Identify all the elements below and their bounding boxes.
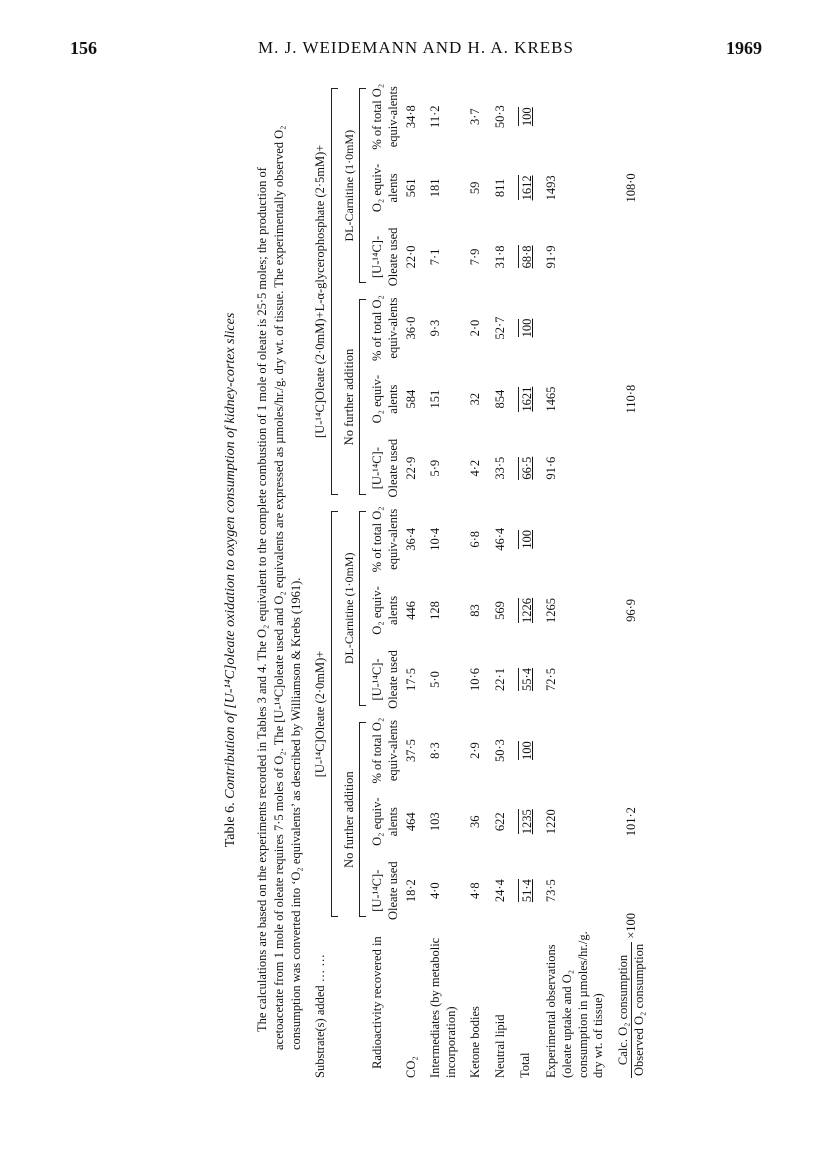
col-o2eq: O₂ equiv-alents bbox=[370, 163, 400, 213]
col-pct: % of total O₂ equiv-alents bbox=[370, 506, 400, 573]
cell: 103 bbox=[428, 812, 443, 832]
journal-year: 1969 bbox=[726, 38, 762, 58]
row-header: Radioactivity recovered in bbox=[370, 936, 385, 1069]
cell: 37·5 bbox=[403, 739, 418, 763]
cell: 6·8 bbox=[468, 530, 483, 548]
cell: 101·2 bbox=[624, 807, 639, 837]
cell: 561 bbox=[403, 178, 418, 198]
cell: 22·0 bbox=[403, 245, 418, 269]
page-header bbox=[70, 38, 762, 62]
cell: 91·9 bbox=[544, 245, 559, 269]
cell: 96·9 bbox=[624, 599, 639, 622]
cell: 22·9 bbox=[403, 456, 418, 480]
table-row bbox=[460, 80, 485, 1080]
col-pct: % of total O₂ equiv-alents bbox=[370, 83, 400, 150]
cell: 2·9 bbox=[468, 742, 483, 759]
cell: 110·8 bbox=[624, 384, 639, 414]
row-label: Total bbox=[517, 1052, 532, 1078]
cell: 1621 bbox=[519, 386, 534, 412]
cell: 100 bbox=[519, 529, 534, 549]
col-o2eq: O₂ equiv-alents bbox=[370, 797, 400, 846]
cell: 33·5 bbox=[493, 456, 507, 480]
cell: 17·5 bbox=[403, 668, 418, 691]
cell: 22·1 bbox=[493, 668, 507, 691]
cell: 9·3 bbox=[428, 319, 443, 337]
cell: 36·0 bbox=[403, 316, 418, 340]
experimental-label: Experimental observations (oleate uptake and O₂ consumption in µmoles/hr./g. dry wt. of tissue) bbox=[544, 931, 606, 1078]
table-caption: The calculations are based on the experiments recorded in Tables 3 and 4. The O₂ equivalent to the complete combustion of 1 mole of oleate is 25·5 moles; the production of acetoacetate from 1 mole of oleate requires 7·5 moles of O₂. The [U-¹⁴C]oleate used and O₂ equivalents are expressed as µmoles/hr./g. dry wt. of tissue. The experimentally observed O₂ consumption was converted into ‘O₂ equivalents’ as described by Williamson & Krebs (1961). bbox=[255, 125, 303, 1050]
col-o2eq: O₂ equiv-alents bbox=[370, 586, 400, 635]
cell: 51·4 bbox=[519, 879, 534, 903]
cell: 1465 bbox=[544, 386, 559, 412]
cell: 52·7 bbox=[493, 316, 507, 340]
cell: 91·6 bbox=[544, 456, 559, 480]
cell: 59 bbox=[468, 181, 483, 195]
cell: 36 bbox=[468, 815, 483, 828]
cell: 2·0 bbox=[468, 319, 483, 337]
cell: 128 bbox=[428, 601, 443, 620]
cell: 1226 bbox=[519, 597, 534, 623]
cell: 1235 bbox=[519, 809, 534, 835]
table-row bbox=[485, 80, 510, 1080]
table-number: Table 6. bbox=[223, 802, 238, 848]
g1-no-addition: No further addition bbox=[341, 714, 370, 925]
data-table bbox=[312, 80, 649, 1080]
cell: 569 bbox=[493, 601, 507, 620]
cell: 108·0 bbox=[624, 173, 639, 203]
row-label: Ketone bodies bbox=[468, 1006, 483, 1078]
cell: 584 bbox=[403, 389, 418, 409]
cell: 36·4 bbox=[403, 527, 418, 551]
rotated-table-page bbox=[222, 80, 782, 1080]
cell: 66·5 bbox=[519, 456, 534, 480]
col-o2eq: O₂ equiv-alents bbox=[370, 374, 400, 424]
cell: 3·7 bbox=[468, 108, 483, 126]
cell: 100 bbox=[519, 741, 534, 760]
cell: 4·0 bbox=[428, 882, 443, 900]
row-label: Neutral lipid bbox=[493, 1014, 507, 1078]
cell: 100 bbox=[519, 318, 534, 338]
row-label: Intermediates (by metabolic incorporation) bbox=[428, 937, 458, 1078]
cell: 181 bbox=[428, 178, 443, 198]
cell: 4·2 bbox=[468, 459, 483, 477]
g1-carnitine: DL-Carnitine (1·0mM) bbox=[341, 503, 370, 714]
cell: 5·9 bbox=[428, 459, 443, 477]
cell: 7·9 bbox=[468, 248, 483, 266]
column-headers bbox=[369, 80, 402, 1080]
cell: 100 bbox=[519, 107, 534, 127]
cell: 10·6 bbox=[468, 668, 483, 691]
cell: 73·5 bbox=[544, 879, 559, 903]
g2-no-addition: No further addition bbox=[341, 291, 370, 502]
cell: 1493 bbox=[544, 175, 559, 201]
col-oleate: [U-¹⁴C]-Oleate used bbox=[370, 650, 400, 709]
cell: 4·8 bbox=[468, 882, 483, 900]
cell: 1265 bbox=[544, 597, 559, 623]
g2-carnitine: DL-Carnitine (1·0mM) bbox=[341, 80, 370, 291]
cell: 83 bbox=[468, 604, 483, 617]
col-oleate: [U-¹⁴C]-Oleate used bbox=[370, 861, 400, 921]
cell: 1612 bbox=[519, 175, 534, 201]
table-row bbox=[403, 80, 421, 1080]
cell: 68·8 bbox=[519, 245, 534, 269]
cell: 151 bbox=[428, 389, 443, 409]
cell: 24·4 bbox=[493, 879, 507, 903]
running-authors: M. J. WEIDEMANN AND H. A. KREBS bbox=[258, 38, 574, 57]
cell: 46·4 bbox=[493, 527, 507, 551]
cell: 1220 bbox=[544, 809, 559, 835]
cell: 5·0 bbox=[428, 671, 443, 688]
cell: 34·8 bbox=[403, 105, 418, 129]
table-title bbox=[222, 80, 240, 1080]
experimental-row bbox=[536, 80, 608, 1080]
cell: 464 bbox=[403, 812, 418, 832]
cell: 811 bbox=[493, 178, 507, 198]
row-label: CO₂ bbox=[403, 1056, 418, 1078]
col-pct: % of total O₂ equiv-alents bbox=[370, 717, 400, 784]
cell: 18·2 bbox=[403, 879, 418, 903]
page-number: 156 bbox=[70, 38, 97, 58]
group1-header: [U-¹⁴C]Oleate (2·0mM)+ bbox=[312, 503, 341, 926]
cell: 854 bbox=[493, 389, 507, 409]
ratio-row bbox=[608, 80, 649, 1080]
col-oleate: [U-¹⁴C]-Oleate used bbox=[370, 438, 400, 498]
cell: 446 bbox=[403, 601, 418, 620]
col-oleate: [U-¹⁴C]-Oleate used bbox=[370, 227, 400, 287]
cell: 31·8 bbox=[493, 245, 507, 269]
cell: 50·3 bbox=[493, 105, 507, 129]
table-title-text: Contribution of [U-¹⁴C]oleate oxidation to oxygen consumption of kidney-cortex slices bbox=[223, 312, 238, 799]
cell: 622 bbox=[493, 812, 507, 832]
cell: 32 bbox=[468, 392, 483, 406]
cell: 11·2 bbox=[428, 105, 443, 128]
cell: 72·5 bbox=[544, 668, 559, 691]
substrate-label: Substrate(s) added … … bbox=[313, 954, 327, 1078]
col-pct: % of total O₂ equiv-alents bbox=[370, 295, 400, 361]
group2-header: [U-¹⁴C]Oleate (2·0mM)+L-α-glycerophosphate (2·5mM)+ bbox=[312, 80, 341, 503]
cell: 55·4 bbox=[519, 668, 534, 691]
table-row bbox=[510, 80, 537, 1080]
cell: 7·1 bbox=[428, 248, 443, 266]
cell: 50·3 bbox=[493, 739, 507, 763]
ratio-label: Calc. O₂ consumption Observed O₂ consumption ×100 bbox=[615, 912, 647, 1076]
table-row bbox=[420, 80, 460, 1080]
cell: 8·3 bbox=[428, 742, 443, 759]
cell: 10·4 bbox=[428, 527, 443, 551]
